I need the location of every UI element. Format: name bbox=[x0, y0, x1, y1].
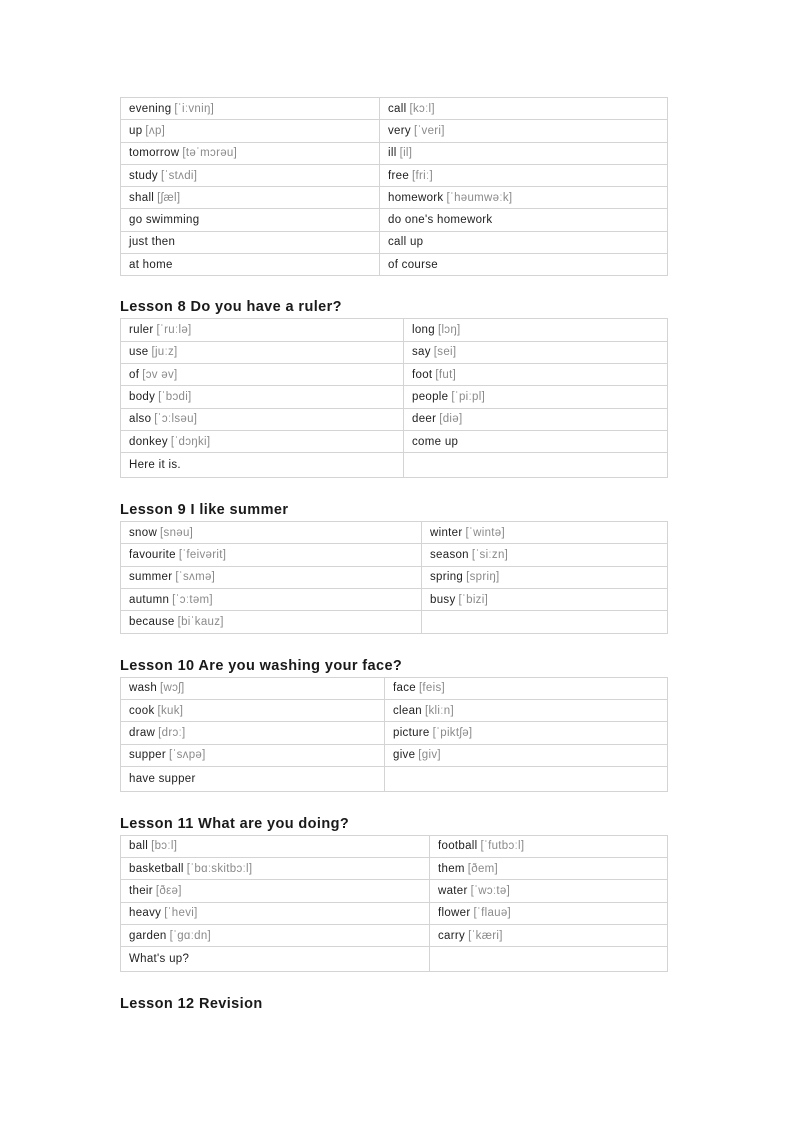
vocab-cell bbox=[430, 947, 668, 972]
vocab-phonetic: [ˈveri] bbox=[413, 124, 445, 137]
vocab-phonetic: [ˈbɔdi] bbox=[158, 390, 192, 403]
table-row bbox=[121, 589, 668, 611]
table-row bbox=[121, 231, 668, 253]
vocab-word: at home bbox=[129, 258, 173, 271]
vocab-cell bbox=[430, 902, 668, 924]
vocab-cell bbox=[121, 142, 380, 164]
vocab-word: also bbox=[129, 413, 152, 426]
vocab-word: garden bbox=[129, 929, 167, 942]
vocab-word: call up bbox=[388, 236, 424, 249]
vocab-phonetic: [ˈfutbɔːl] bbox=[480, 840, 525, 853]
vocab-word: people bbox=[412, 390, 449, 403]
vocab-cell bbox=[430, 925, 668, 947]
vocab-phonetic: [ˈkæri] bbox=[468, 929, 503, 942]
vocab-phonetic: [ˈsʌpə] bbox=[168, 749, 206, 762]
table-row bbox=[121, 699, 668, 721]
vocab-word: just then bbox=[129, 236, 176, 249]
vocab-cell bbox=[385, 677, 668, 699]
vocab-word: snow bbox=[129, 526, 158, 539]
vocab-phonetic: [ˈsiːzn] bbox=[471, 549, 509, 562]
vocab-phonetic: [təˈmɔrəu] bbox=[182, 147, 238, 160]
vocab-table-body bbox=[121, 835, 668, 971]
vocab-phonetic: [fut] bbox=[435, 368, 457, 381]
vocab-phonetic: [snəu] bbox=[160, 526, 194, 539]
vocab-cell bbox=[380, 254, 668, 276]
vocab-phonetic: [giv] bbox=[418, 749, 441, 762]
vocab-word: evening bbox=[129, 102, 172, 115]
vocab-phonetic: [ˈpiktʃə] bbox=[432, 726, 473, 739]
vocab-cell bbox=[380, 120, 668, 142]
vocab-phonetic: [wɔʃ] bbox=[160, 682, 185, 695]
vocab-cell bbox=[121, 677, 385, 699]
vocab-word: foot bbox=[412, 368, 433, 381]
table-row bbox=[121, 408, 668, 430]
vocab-phonetic: [drɔː] bbox=[158, 726, 186, 739]
lesson-8-title: Lesson 8 Do you have a ruler? bbox=[120, 299, 342, 316]
vocab-word: draw bbox=[129, 726, 156, 739]
vocab-phonetic: [ˈpiːpl] bbox=[451, 390, 486, 403]
vocab-word: have supper bbox=[129, 772, 196, 785]
vocab-cell bbox=[121, 589, 422, 611]
vocab-word: donkey bbox=[129, 435, 168, 448]
table-row bbox=[121, 120, 668, 142]
vocab-word: long bbox=[412, 324, 435, 337]
vocab-cell bbox=[430, 880, 668, 902]
vocab-phonetic: [bɔːl] bbox=[151, 840, 178, 853]
vocab-word: winter bbox=[430, 526, 463, 539]
vocab-cell bbox=[121, 164, 380, 186]
table-row bbox=[121, 902, 668, 924]
document-page bbox=[120, 97, 667, 1015]
vocab-table-body bbox=[121, 522, 668, 633]
vocab-cell bbox=[121, 699, 385, 721]
vocab-word: very bbox=[388, 124, 411, 137]
vocab-cell bbox=[121, 120, 380, 142]
vocab-cell bbox=[380, 98, 668, 120]
vocab-phonetic: [ɔv əv] bbox=[142, 368, 178, 381]
vocab-table-lesson-9 bbox=[120, 521, 668, 633]
vocab-table-lesson-10 bbox=[120, 677, 668, 792]
vocab-table-body bbox=[121, 677, 668, 791]
vocab-word: say bbox=[412, 346, 431, 359]
vocab-phonetic: [ˈsʌmə] bbox=[175, 571, 216, 584]
vocab-phonetic: [ˈhevi] bbox=[164, 907, 198, 920]
vocab-word: give bbox=[393, 749, 416, 762]
vocab-phonetic: [il] bbox=[399, 147, 413, 160]
vocab-phonetic: [ˈruːlə] bbox=[156, 324, 192, 337]
vocab-cell bbox=[430, 858, 668, 880]
table-row bbox=[121, 430, 668, 452]
vocab-cell bbox=[121, 744, 385, 766]
vocab-cell bbox=[121, 430, 404, 452]
vocab-cell bbox=[422, 611, 668, 633]
vocab-cell bbox=[422, 522, 668, 544]
lesson-10-title: Lesson 10 Are you washing your face? bbox=[120, 657, 403, 674]
vocab-cell bbox=[121, 319, 404, 341]
table-row bbox=[121, 209, 668, 231]
vocab-phonetic: [spriŋ] bbox=[466, 571, 500, 584]
vocab-word: water bbox=[438, 885, 468, 898]
vocab-cell bbox=[121, 408, 404, 430]
vocab-cell bbox=[121, 947, 430, 972]
vocab-phonetic: [ˈstʌdi] bbox=[161, 169, 198, 182]
vocab-cell bbox=[121, 766, 385, 791]
vocab-word: cook bbox=[129, 704, 155, 717]
vocab-word: flower bbox=[438, 907, 471, 920]
vocab-word: ball bbox=[129, 840, 149, 853]
table-row bbox=[121, 744, 668, 766]
vocab-word: football bbox=[438, 840, 478, 853]
vocab-word: season bbox=[430, 549, 469, 562]
vocab-word: autumn bbox=[129, 593, 170, 606]
vocab-word: study bbox=[129, 169, 158, 182]
vocab-cell bbox=[404, 341, 668, 363]
vocab-phonetic: [ˈiːvniŋ] bbox=[174, 102, 215, 115]
table-row bbox=[121, 98, 668, 120]
vocab-phonetic: [sei] bbox=[433, 346, 457, 359]
vocab-cell bbox=[121, 231, 380, 253]
vocab-cell bbox=[404, 408, 668, 430]
vocab-word: deer bbox=[412, 413, 437, 426]
vocab-cell bbox=[380, 142, 668, 164]
table-row bbox=[121, 766, 668, 791]
vocab-cell bbox=[121, 254, 380, 276]
vocab-cell bbox=[121, 386, 404, 408]
vocab-cell bbox=[121, 835, 430, 857]
vocab-cell bbox=[121, 209, 380, 231]
vocab-cell bbox=[380, 187, 668, 209]
vocab-cell bbox=[121, 363, 404, 385]
vocab-cell bbox=[121, 925, 430, 947]
vocab-word: do one's homework bbox=[388, 214, 493, 227]
vocab-cell bbox=[430, 835, 668, 857]
table-row bbox=[121, 319, 668, 341]
vocab-word: favourite bbox=[129, 549, 176, 562]
vocab-cell bbox=[121, 880, 430, 902]
vocab-phonetic: [ʌp] bbox=[145, 124, 166, 137]
table-row bbox=[121, 677, 668, 699]
vocab-phonetic: [ˈdɔŋki] bbox=[170, 435, 211, 448]
vocab-phonetic: [ˈflauə] bbox=[473, 907, 512, 920]
table-row bbox=[121, 386, 668, 408]
vocab-word: body bbox=[129, 390, 156, 403]
vocab-cell bbox=[422, 544, 668, 566]
vocab-cell bbox=[422, 589, 668, 611]
vocab-phonetic: [ʃæl] bbox=[157, 191, 181, 204]
vocab-word: wash bbox=[129, 682, 158, 695]
vocab-phonetic: [diə] bbox=[439, 413, 463, 426]
vocab-word: face bbox=[393, 682, 416, 695]
table-row bbox=[121, 142, 668, 164]
table-row bbox=[121, 947, 668, 972]
vocab-word: ill bbox=[388, 147, 397, 160]
table-row bbox=[121, 187, 668, 209]
vocab-cell bbox=[121, 187, 380, 209]
lesson-9-title: Lesson 9 I like summer bbox=[120, 502, 289, 519]
table-row bbox=[121, 880, 668, 902]
vocab-cell bbox=[121, 858, 430, 880]
vocab-cell bbox=[121, 341, 404, 363]
vocab-word: call bbox=[388, 102, 407, 115]
vocab-word: because bbox=[129, 615, 175, 628]
vocab-word: clean bbox=[393, 704, 422, 717]
vocab-table-lesson-11 bbox=[120, 835, 668, 972]
vocab-phonetic: [kɔːl] bbox=[409, 102, 435, 115]
table-row bbox=[121, 611, 668, 633]
table-row bbox=[121, 544, 668, 566]
vocab-phonetic: [ˈɔːtəm] bbox=[172, 593, 213, 606]
vocab-cell bbox=[380, 164, 668, 186]
table-row bbox=[121, 254, 668, 276]
vocab-phonetic: [ˈɔːlsəu] bbox=[154, 413, 198, 426]
vocab-word: picture bbox=[393, 726, 430, 739]
table-row bbox=[121, 722, 668, 744]
table-row bbox=[121, 566, 668, 588]
vocab-phonetic: [lɔŋ] bbox=[437, 324, 461, 337]
vocab-cell bbox=[380, 209, 668, 231]
table-row bbox=[121, 164, 668, 186]
vocab-phonetic: [ˈwɔːtə] bbox=[470, 885, 511, 898]
vocab-word: up bbox=[129, 124, 143, 137]
vocab-cell bbox=[385, 722, 668, 744]
vocab-cell bbox=[121, 453, 404, 478]
vocab-table-intro bbox=[120, 97, 668, 276]
vocab-word: of course bbox=[388, 258, 439, 271]
vocab-phonetic: [ˈgɑːdn] bbox=[169, 929, 212, 942]
table-row bbox=[121, 925, 668, 947]
vocab-phonetic: [juːz] bbox=[151, 346, 178, 359]
vocab-phonetic: [biˈkauz] bbox=[177, 615, 224, 628]
vocab-word: of bbox=[129, 368, 140, 381]
vocab-word: free bbox=[388, 169, 410, 182]
vocab-word: come up bbox=[412, 435, 459, 448]
vocab-word: spring bbox=[430, 571, 464, 584]
vocab-table-body bbox=[121, 319, 668, 478]
lesson-12-title: Lesson 12 Revision bbox=[120, 996, 263, 1013]
vocab-cell bbox=[121, 902, 430, 924]
table-row bbox=[121, 522, 668, 544]
vocab-cell bbox=[404, 319, 668, 341]
vocab-phonetic: [ˈhəumwəːk] bbox=[446, 191, 513, 204]
vocab-cell bbox=[422, 566, 668, 588]
vocab-phonetic: [kliːn] bbox=[425, 704, 454, 717]
vocab-word: their bbox=[129, 885, 153, 898]
vocab-cell bbox=[385, 699, 668, 721]
vocab-word: ruler bbox=[129, 324, 154, 337]
vocab-word: supper bbox=[129, 749, 166, 762]
vocab-phonetic: [ðem] bbox=[467, 862, 499, 875]
vocab-phonetic: [ðεə] bbox=[155, 885, 182, 898]
vocab-cell bbox=[404, 453, 668, 478]
table-row bbox=[121, 835, 668, 857]
table-row bbox=[121, 453, 668, 478]
vocab-cell bbox=[404, 363, 668, 385]
vocab-word: shall bbox=[129, 191, 155, 204]
vocab-word: homework bbox=[388, 191, 444, 204]
vocab-word: tomorrow bbox=[129, 147, 180, 160]
table-row bbox=[121, 341, 668, 363]
vocab-word: carry bbox=[438, 929, 466, 942]
vocab-word: What's up? bbox=[129, 953, 190, 966]
vocab-cell bbox=[380, 231, 668, 253]
table-row bbox=[121, 363, 668, 385]
vocab-table-body bbox=[121, 98, 668, 276]
vocab-word: basketball bbox=[129, 862, 184, 875]
vocab-cell bbox=[121, 722, 385, 744]
vocab-word: busy bbox=[430, 593, 456, 606]
vocab-word: Here it is. bbox=[129, 459, 181, 472]
vocab-phonetic: [kuk] bbox=[157, 704, 184, 717]
vocab-cell bbox=[385, 766, 668, 791]
vocab-phonetic: [feis] bbox=[418, 682, 446, 695]
vocab-phonetic: [ˈbɑːskitbɔːl] bbox=[186, 862, 253, 875]
vocab-phonetic: [ˈbizi] bbox=[458, 593, 489, 606]
vocab-cell bbox=[385, 744, 668, 766]
vocab-word: summer bbox=[129, 571, 173, 584]
vocab-cell bbox=[404, 430, 668, 452]
table-row bbox=[121, 858, 668, 880]
vocab-cell bbox=[121, 522, 422, 544]
vocab-cell bbox=[121, 566, 422, 588]
vocab-word: use bbox=[129, 346, 149, 359]
vocab-word: go swimming bbox=[129, 214, 200, 227]
vocab-cell bbox=[121, 98, 380, 120]
vocab-table-lesson-8 bbox=[120, 318, 668, 478]
vocab-cell bbox=[121, 544, 422, 566]
vocab-cell bbox=[121, 611, 422, 633]
vocab-cell bbox=[404, 386, 668, 408]
vocab-phonetic: [ˈfeivərit] bbox=[178, 549, 227, 562]
vocab-word: them bbox=[438, 862, 465, 875]
lesson-11-title: Lesson 11 What are you doing? bbox=[120, 815, 350, 832]
vocab-phonetic: [friː] bbox=[412, 169, 433, 182]
vocab-phonetic: [ˈwintə] bbox=[465, 526, 505, 539]
vocab-word: heavy bbox=[129, 907, 162, 920]
